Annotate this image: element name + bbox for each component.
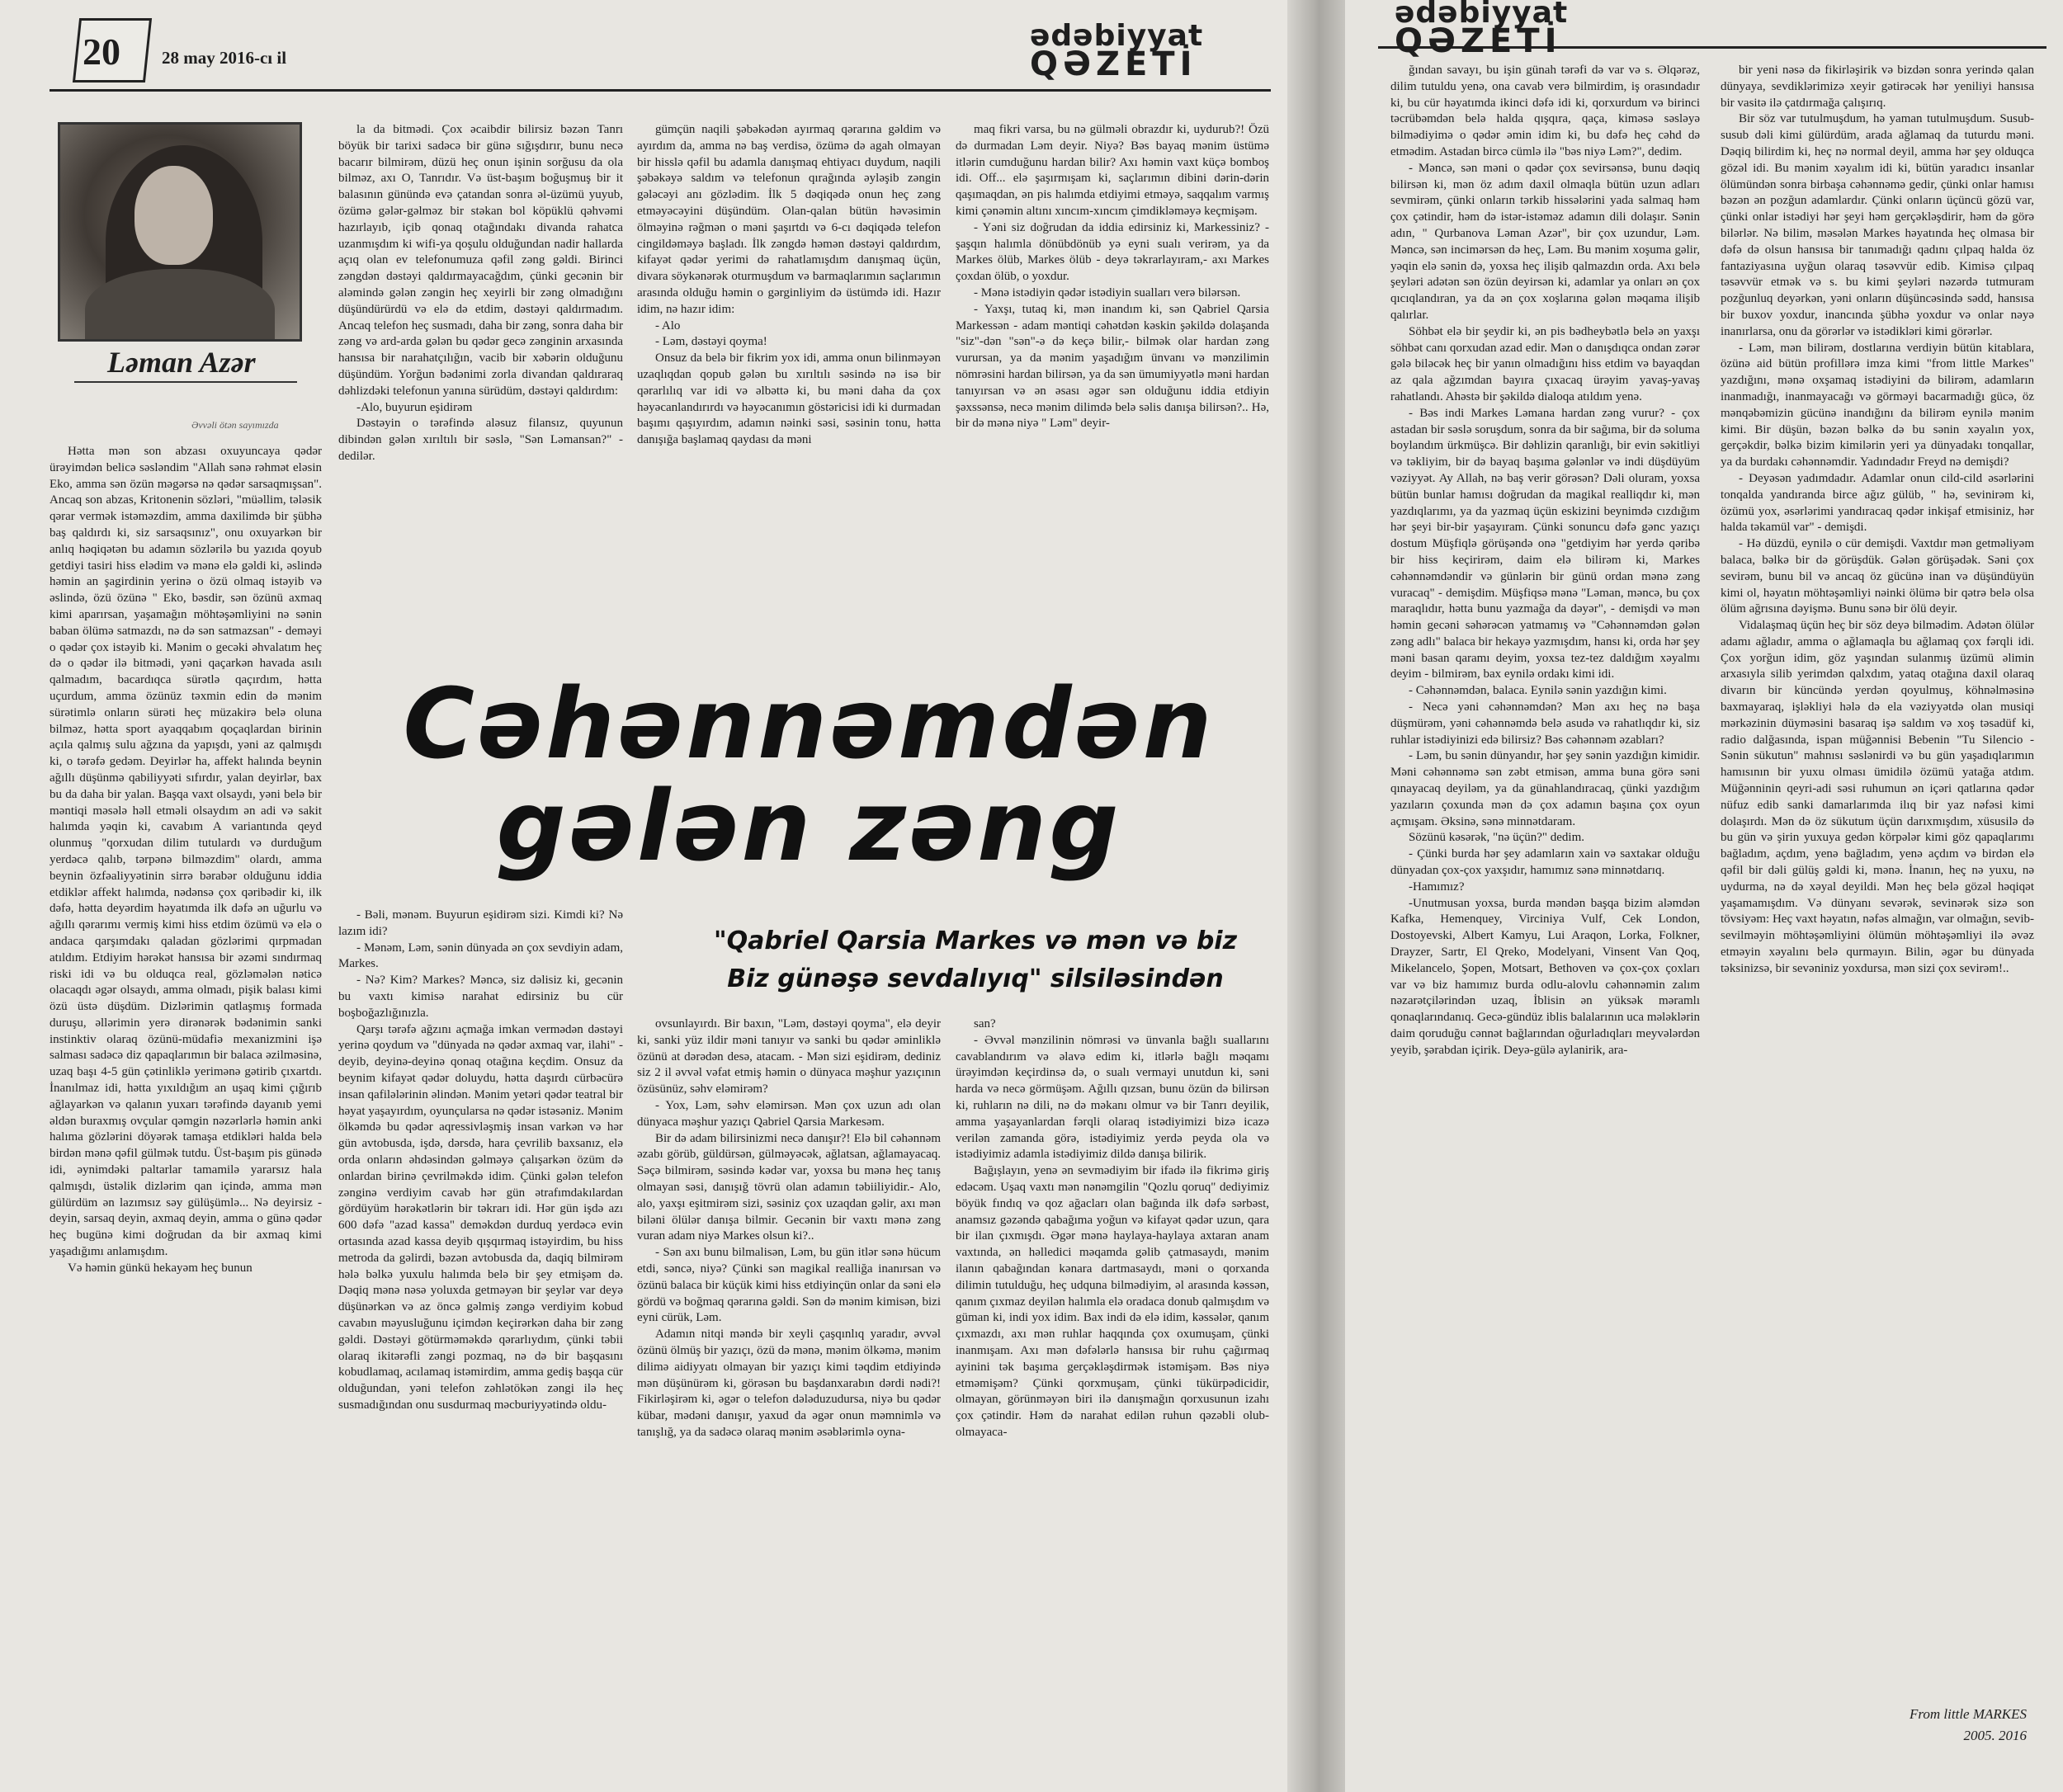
paragraph: Sözünü kəsərək, "nə üçün?" dedim. <box>1409 831 1585 845</box>
paragraph: - Bəli, mənəm. Buyurun eşidirəm sizi. Kimdi ki? Nə lazım idi? <box>338 908 623 938</box>
header-rule <box>50 89 1271 92</box>
paragraph: gümçün naqili şəbəkədən ayırmaq qərarına gəldim və ayırdım da, amma nə baş verdisə, özümə də agah olmayan bir hisslə qəfil bu adamla danışmaq ehtiyacı duydum, naqili şəbəkəyə saldım və telefonun qırağında əyləşib zəngin gələcəyi anı gözlədim. İlk 5 dəqiqədə onun heç zəng etməyəcəyini düşündüm. Olan-qalan bütün həvəsimin ölməyinə rəğmən o məni şaşırtdı və 6-cı dəqiqədə telefon cingildəməyə başladı. İlk zəngdə həmən dəstəyi qaldırdım, kifayət qədər yerimi də rahatlamışdım danışmaq üçün, divara söykənərək oturmuşdum və barmaqlarımın saçlarımın arasında olduğu həmin o gərginliyim də üstümdə idi. Hazır idim, nə hazır idim: <box>637 123 941 316</box>
paragraph: Bir də adam bilirsinizmi necə danışır?! Elə bil cəhənnəm əzabı görüb, güldürsən, gülməyəcək, ağlatsan, ağlamayacaq. Səçə bilmirəm, səsində kədər var, yoxsa bu mənə heç tanış olmayan səsi, danışığ tövrü olan adamın təbiiliyidir.- Alo, alo, yaxşı eşitmirəm sizi, səsiniz çox uzaqdan gəlir, axı mən biləni ölülər danışa bilmir. Gecənin bir vaxtı mənə zəng vuran adam niyə Markes olsun ki?.. <box>637 1131 941 1243</box>
paragraph: Onsuz da belə bir fikrim yox idi, amma onun bilinməyən uzaqlıqdan qopub gələn bu xırıltılı səsində nə isə bir qərarlılıq var idi və əlbəttə ki, bu məni daha da çox həyəcanlandırırdı və həyəcanımın göstəricisi idi ki durmadan başımı qaşıyırdım, adamın nəinki səsi, səsinin tonu, hətta danışığa başlamaq qaydası da məni <box>637 351 941 447</box>
paragraph: Vidalaşmaq üçün heç bir söz deyə bilmədim. Adətən ölülər adamı ağladır, amma o ağlamaqla bu ağlamaq çox fərqli idi. Çox yorğun idim, göz yaşından sulanmış üzümü əlimin arxasıyla silib yerimdən qalxdım, yataq otağına daxil olaraq divarın bir küncündə yerdən qoyulmuş, köhnəlməsinə baxmayaraq, işləkliyi hələ də ela vəziyyətdə olan musiqi mərkəzinin düyməsini basaraq işə saldım və xoş təsadüf ki, radio dalğasında, ispan müğənnisi Bebenin "Tu Silencio - Sənin sükutun" mahnısı səslənirdi və bu gün yaşadıqlarımın hamısının bir yuxu olması ümidilə özümü yatağa atdım. Müğənninin qeyri-adi səsi ruhumun ən içəri qatlarına qədər nüfuz edib sanki damarlarımda ilıq bir yaz nəfəsi kimi dolaşırdı. Mən də öz sükutum üçün darıxmışdım, xüsusilə də bu gün və şirin yuxuya gedən körpələr kimi göz qapaqlarımı bağladım, açdım, yenə bağladım, yenə açdım və birdən elə qəfil bir dəli gülüş gəldi ki, mənə. İnanın, heç nə yuxu, nə uydurma, nə də xəyal deyildi. Mən heç belə gözəl həqiqət yaşamamışdım. Və dünyanı sevərək, sevinərək sizə son tövsiyəm: Heç vaxt həyatın, nəfəs almağın, var olmağın, sevib-sevilməyin möhtəşəmliyini ölümün möhtəşəmliyi ilə əvəz etməyin xəyalını belə qurmayın. Bilin, əgər bu dünyada təksinizsə, bir sevəniniz yoxdursa, mən sizi çox sevirəm!.. <box>1721 619 2034 975</box>
article-column-4-bottom <box>956 1016 1269 1784</box>
signature-line1: From little MARKES <box>1910 1706 2027 1722</box>
paragraph: -Alo, buyurun eşidirəm <box>356 400 473 414</box>
article-column-2-bottom <box>338 908 623 1784</box>
article-column-3-top <box>637 122 941 667</box>
paragraph: san? <box>974 1017 996 1030</box>
page-number: 20 <box>83 31 120 73</box>
headline-line2: gələn zəng <box>496 769 1121 883</box>
author-name: Ləman Azər <box>107 346 256 379</box>
paragraph: - Hə düzdü, eynilə o cür demişdi. Vaxtdır mən getməliyəm balaca, bəlkə bir də görüşdük. Gələn görüşədək. Səni çox sevirəm, bunu bil və ancaq öz gücünə inan və düşündüyün kimi ol, həyatın möhtəşəmliyi nəinki ölümə bir qətrə belə olsa ölüm ağrısına dəyişmə. Bunu sənə bir ölü deyir. <box>1721 537 2034 616</box>
masthead-right-line2: QƏZETİ <box>1395 22 1562 60</box>
paragraph: - Yox, Ləm, səhv eləmirsən. Mən çox uzun adı olan dünyaca məşhur yazıçı Qabriel Qarsia Markesəm. <box>637 1098 941 1129</box>
paragraph: ovsunlayırdı. Bir baxın, "Ləm, dəstəyi qoyma", elə deyir ki, sanki yüz ildir məni tanıyır və sanki bu qədər əminliklə özünü at dərədən desə, atacam. - Mən sizi eşidirəm, dediniz siz 2 il əvvəl vəfat etmiş həmin o dünyaca məşhur yazıçının özüsünüz, səhv eləmirəm? <box>637 1017 941 1096</box>
paragraph: bir yeni nəsə də fikirləşirik və bizdən sonra yerində qalan dünyaya, sevdiklərimizə xeyir gətirəcək hər yeniliyi hansısa bir vasitə ilə çatdırmağa çalışırıq. <box>1721 64 2034 110</box>
paragraph: - Yəni siz doğrudan da iddia edirsiniz ki, Markessiniz? - şaşqın halımla dönübdönüb yə eyni sualı verirəm, ya da Markes ölüb, Markes ölüb - deyə təkrarlayıram,- axı Markes çoxdan ölüb, o yoxdur. <box>956 220 1269 284</box>
issue-date: 28 may 2016-cı il <box>162 48 287 68</box>
paragraph: - Necə yəni cəhənnəmdən? Mən axı heç nə başa düşmürəm, yəni cəhənnəmdə belə asudə və rahatlıqdır ki, siz ruhlar istədiyinizi edə bilirsiz? Bəs cəhənnəm əzabları? <box>1390 700 1700 747</box>
article-column-1 <box>50 444 322 1784</box>
article-column-2-top <box>338 122 623 667</box>
subtitle-line1: "Qabriel Qarsia Markes və mən və biz <box>713 927 1238 955</box>
paragraph: Adamın nitqi məndə bir xeyli çaşqınlıq yaradır, əvvəl özünü ölmüş bir yazıçı, özü də mənə, mənim ölkəmə, mənim dilimə aidiyyatı olmayan bir yazıçı kimi təqdim etdiyində mən düşünürəm ki, görəsən bu başdanxarabın dərdi nədi?! Fikirləşirəm ki, əgər o telefon dələduzudursa, niyə bu qədər kübar, mədəni danışır, yaxud da əgər onun məmnimlə və tanışlığ, ya da sadəcə olaraq mənim əsəblərimlə oyna- <box>637 1327 941 1439</box>
paragraph: la da bitmədi. Çox əcaibdir bilirsiz bəzən Tanrı böyük bir tarixi sadəcə bir günə sığışdırır, bunu necə bacarır bilmirəm, düzü heç onun işinin sorğusu da ola bilməz, axı O, Tanrıdır. Və üst-başım boğuşmuş bir it balasının günündə evə çatandan sonra əl-üzümü yuyub, özümə gələr-gəlməz bir stəkan bol köpüklü qəhvəmi hazırlayıb, içib qonaq otağındakı divanda rahatca uzanmışdım ki wifi-ya qoşulu olduğundan nadir hallarda açıq olan ev telefonumuza qəfil zəng gəldi. Birinci zəngdən dəstəyi qaldırmayacağdım, çünki gecənin bir aləmində gələn zəngin heç xeyirli bir zəng olmadığını düşündürürdü və elə də etdim, dəstəyi qaldırmadım. Ancaq telefon heç susmadı, daha bir zəng, sonra daha bir zəng və ard-arda gələn bu qədər gecə zənginin arxasında hansısa bir narahatçılığın, vacib bir xəbərin olduğunu düşündüm. Yorğun bədənimi zorla divandan qaldıraraq dəhlizdəki telefonun yanına sürüdüm, dəstəyi qaldırdım: <box>338 123 623 398</box>
paragraph: Dəstəyin o tərəfində aləsuz filansız, quyunun dibindən gələn xırıltılı bir səslə, "Sən Ləmansan?" - dedilər. <box>338 417 623 463</box>
paragraph: - Ləm, mən bilirəm, dostlarına verdiyin bütün kitablara, özünə aid bütün profillərə imza kimi "from little Markes" yazdığını, mənə oxşamaq istədiyini də bilirəm, adamların inanmadığı, inanmayacağı və görməyi bacarmadığı gücə, öz mənqəbəmizin gücünə inandığını da bilirəm eynilə mənim kimi. Bir düşün, bəzən bəlkə də bu sənin xəyalın yox, gerçəkdir, bəlkə bizim kimilərin yeri ya dünyadakı tonqallar, ya da burdakı cəhənnəmdir. Yadındadır Freyd nə demişdi? <box>1721 341 2034 469</box>
paragraph: - Nə? Kim? Markes? Məncə, siz dəlisiz ki, gecənin bu vaxtı kimisə narahat edirsiniz bu cür boşboğazlığınızla. <box>338 974 623 1020</box>
paragraph: -Hamımız? <box>1409 879 1465 894</box>
author-photo <box>58 122 302 342</box>
photo-caption: Əvvəli ötən sayımızda <box>191 419 279 431</box>
paragraph: - Ləm, dəstəyi qoyma! <box>655 335 767 349</box>
paragraph: -Unutmusan yoxsa, burda məndən başqa bizim aləmdən Kafka, Hemenquey, Virciniya Vulf, Cek London, Dostoyevski, Albert Kamyu, Lui Araqon, Lorka, Folkner, Drayzer, Sartr, El Qreko, Modelyani, Vinsent Van Qoq, Mikelancelo, Şopen, Motsart, Bethoven və çox-çox çoxları var və biz hamımız burda odlu-alovlu cəhənnəmin zalım nəzarətçilərindən uzaq, İblisin ən yüksək məramlı qonaqlarındanıq. Gecə-gündüz iblis balalarının uca mələklərin daim qoruduğu cənnət bağlarından oğurladıqları meyvələrdən yeyib, şərabdan içirik. Deyə-gülə aylanirik, ara- <box>1390 896 1700 1057</box>
paragraph: - Bəs indi Markes Ləmana hardan zəng vurur? - çox astadan bir səslə soruşdum, sonra da bir sağıma, bir də soluma boylandım ürkmüşcə. Bir dəhlizin qaranlığı, bir evin səkitliyi və təkliyim, bir də bayaq başıma gələnlər və indi düşdüyüm vəziyyət. Ay Allah, nə baş verir görəsən? Dəli oluram, yoxsa bütün bunlar hamısı doğrudan da magikal realliqdır ki, mən yazdıqlarımı, ya da yazmaq üçün eskizini beynimdə cızdığım hər şeyi bir-bir yaşayıram. Çünki sonuncu dəfə gənc yazıçı dostum Müşfiqlə görüşəndə onə "getdiyim hər yerdə qəribə bir hiss keçirirəm, daim elə bilirəm ki, Markes cəhənnəmdəndir və günlərin bir günü ordan mənə zəng vuracaq" - demişdim. Müşfiqsə mənə "Ləman, məncə, bu çox maraqlıdır, hətta bunu yazmağa da dəyər", - demişdi və mən həmin gecəni səhərəcən yatmamış və "Cəhənnəmdən gələn zəng adlı" balaca bir hekayə yazmışdım, hansı ki, orda hər şey məni basan qaramı deyim, yoxsa tez-tez daldığım xəyalmı deyim - bilmirəm, bax eynilə ordakı kimi idi. <box>1390 406 1700 681</box>
article-column-4-top <box>956 122 1269 667</box>
paragraph: maq fikri varsa, bu nə gülməli obrazdır ki, uydurub?! Özü də durmadan Ləm deyir. Niyə? Bəs bayaq mənim üstümə itlərin cumduğunu hardan bilir? Axı həmin vaxt küçə bomboş idi. Off... elə şaşırmışam ki, saçlarımın dibini dərin-dərin qaşımaqdan, ən pis halımda etdiyimi etməyə, saqqalım varmış kimi çənəmin altını xıncım-xıncım çimdikləməyə keçmişəm. <box>956 123 1269 218</box>
right-article-column-1 <box>1390 63 1700 1787</box>
masthead-line2: QƏZETİ <box>1030 45 1197 83</box>
paragraph: - Mənəm, Ləm, sənin dünyada ən çox sevdiyin adam, Markes. <box>338 941 623 971</box>
paragraph: - Cəhənnəmdən, balaca. Eynilə sənin yazdığın kimi. <box>1409 684 1667 698</box>
headline-line1: Cəhənnəmdən <box>403 667 1215 780</box>
paragraph: ğından savayı, bu işin günah tərəfi də var və s. Əlqərəz, dilim tutuldu yenə, ona cavab verə bilmirdim, iş orasındadır ki, bu cür həyatımda ikinci dəfə idi ki, qorxurdum və birinci təcrübəmdən belə halda qışqıra, qaça, kiməsə səsləyə bilmədiyimə o qədər əmin idim ki, bu dəfə heç cəhd də etmədim. Astadan bircə cümlə ilə "bəs niyə Ləm?", dedim. <box>1390 64 1700 158</box>
paragraph: - Alo <box>655 318 681 332</box>
paragraph: Və həmin günkü hekayəm heç bunun <box>68 1261 253 1275</box>
signature-line2: 2005. 2016 <box>1963 1728 2027 1743</box>
page-gutter <box>1287 0 1345 1792</box>
paragraph: - Ləm, bu sənin dünyandır, hər şey sənin yazdığın kimidir. Məni cəhənnəmə sən zəbt etmisən, amma buna görə səni qınayacaq deyiləm, ya da günahlandıracaq, çünki yazdığım yazıların çoxunda mən də çox adamın başına çox oyun açmışam. Əksinə, sənə minnətdaram. <box>1390 749 1700 828</box>
masthead-right-line1: ədəbiyyat <box>1395 0 1569 30</box>
paragraph: - Mənə istədiyin qədər istədiyin sualları verə bilərsən. <box>974 285 1241 299</box>
paragraph: - Əvvəl mənzilinin nömrəsi və ünvanla bağlı suallarını cavablandırım və əlavə edim ki, itlərlə bağlı məqamı ürəyimdən keçirdinsə də, o sualı vermayi unutdun ki, səni harda və necə görmüşəm. Ağıllı qızsan, bunu özün də bilirsən ki, ruhların nə dili, nə də məkanı olmur və bir Tanrı deyilik, amma yaşayanlardan fərqli olaraq istədiyimizi bizə icazə verilən zamanda görə, istədiyimiz yerdə peyda ola və istədiyimiz adamla istədiyimiz dildə danışa bilirik. <box>956 1033 1269 1162</box>
right-page <box>1345 0 2063 1792</box>
paragraph: Qarşı tərəfə ağzını açmağa imkan vermədən dəstəyi yerinə qoydum və "dünyada nə qədər axmaq var, ilahi" - deyib, deyinə-deyinə qonaq otağına keçdim. Onsuz da beynim kifayət qədər doluydu, hətta daşırdı cürbəcürə insan qafilələrinin əlindən. Mənim yetəri qədər teatral bir həyat yaşayırdım, oyunçularsa nə qədər istəsəniz. Mənim ölkəmdə bu qədər aqressivləşmiş insan varkən və hər gün avtobusda, işdə, dərsdə, hara çevrilib baxsanız, elə orda onların əhdəsindən gəlməyə çalışarkən özüm də onlardan birinə çevrilməkdə idim. Çünki gələn telefon zənginə verdiyim cavab hər gün ətrafımdakılardan gördüyüm hərəkətlərin bir təkrarı idi. Hər gün işdə azı 600 dəfə "azad kassa" deməkdən durduq yerdəcə evin ortasında azad kassa deyib qışqırmaq istəyirdim, bu hiss metroda da gəlirdi, bəzən avtobusda da, daqiq bilmirəm hələ bəlkə yuxulu halımda belə bir şey etmişəm də. Dəqiq mənə nəsə yoluxda getməyən bir şeylər var deyə düşünərkən və az öncə gəlmiş zəngə verdiyim kobud cavabın məyusluğunu içimdən keçirərkən daha bir zəng gəldi. Dəstəyi götürməməkdə qərarlıydım, çünki təbii olaraq ikitərəfli zəngi pozmaq, nə də bir başqasını kobudlamaq, acılamaq istəmirdim, amma gediş başqa cür olduğundan, yəni telefon zəhlətökən zəngi ilə heç susmadığından onu susdurmaq məcburiyyətində oldu- <box>338 1022 623 1412</box>
paragraph: Hətta mən son abzası oxuyuncaya qədər ürəyimdən belicə səsləndim "Allah sənə rəhmət eləsin Eko, amma sən özün məgərsə nə qədər sarsaqmışsan". Ancaq son abzas, Kritonenin sözləri, "müəllim, tələsik qərar vermək istəməzdim, amma daxilimdə bir şübhə baş qaldırdı ki, siz sarsaqsınız", onu oxuyarkən bir anlıq həqiqətən bu adamın sözlərilə bu yazıda qoyub getdiyi tasiri hiss elədim və mənə elə gəldi ki, əslində həmin an şagirdinin yerinə o özü olmaq istəyib və əslində, özü özünə " Eko, bəsdir, sən özünü axmaq kimi aparırsan, yaşamağın möhtəşəmliyini nə sənin baban ölümə satmazdı, nə də sən satmazsan" - deməyi o qədər çox istəyib ki. Mənim o gecəki əhvalatım heç də o qədər ilə bitmədi, yəni qaçarkən havada asılı qalmadım, bacardıqca sürətlə qaçırdım, hətta uçurdum, amma özünüz təxmin edin də mənim sürətimlə onların sürəti heç müzakirə belə oluna bilməz, hətta sport ayaqqabım qoçaqlardan birinin açıla qalmış sulu ağzına da yapışdı, yəni az qalmışdı ki, o tərəfə gedəm. Deyirlər ha, affekt halında beynin ağıllı düşünmə qabiliyyəti sıfırdır, yalan deyirlər, bax bu da daha bir yalan. Başqa vaxt olsaydı, yəni belə bir məntiqi məsələ həll etməli olsaydım ən adi və sakit halımda yəqin ki, cavabım A variantında qeyd olunmuş "qorxudan dilim tutulardı və durduğum yerdəcə qalıb, tərpənə bilməzdim" olardı, amma beynin özfəaliyyətinin sirrə bərabər olduğunu iddia etdiklər affekt halımda, nədənsə çox qəribədir ki, ilk dəfə, hətta deyərdim həyatımda ilk dəfə ən uğurlu və ağıllı qərarımı vermiş kimi hiss etdim özümü və elə o andaca qarşımdakı qaladan gözlərimi qırpmadan atıldım. Etdiyim hərəkət hansısa bir əzəmi sındırmaq riski idi və bu olduqca real, gözləmələn nəticə olacaqdı əgər olsaydı, amma olmadı, pişik balası kimi özü üstə düşdüm. Dizlərimin qatlaşmış formada duruşu, əllərimin yerə dirənərək bədənimin sanki instinktiv olaraq özünü-müdafiə mexanizmini işə salması sadəcə diz qapaqlarımın bir balaca əzilməsinə, uzaq başı 4-5 gün çətinliklə yerimənə gətirib çıxartdı. İnanılmaz idi, hətta yıxıldığım an uşaq kimi çığırıb ağlayarkən və qalanın yuxarı tərəfində dayanıb yemi əldən buraxmış ovçular qəmgin nəzərlərlə həmin anki halıma gözlərini döyərək tamaşa etdikləri halda belə birdən mənə qəfil gülmək tutdu. Üst-başım pis günədə idi, əynimdəki paltarlar tamamilə yararsız hala qalmışdı, üstəlik dizlərim qan içində, amma mən gülürdüm ən lazımsız səy gülüşümlə... Nə deyirsiz - deyin, sarsaq deyin, axmaq deyin, amma o günə qədər heç bugünə kimi doğrudan da bir axmaq kimi yaşadığımı anlamışdım. <box>50 445 322 1259</box>
right-article-column-2 <box>1721 63 2034 1696</box>
paragraph: - Sən axı bunu bilmalisən, Ləm, bu gün itlər sənə hücum etdi, səncə, niyə? Çünki sən magikal realliğa inanırsan və özünü balaca bir küçük kimi hiss etdiyinçün onlar da səni elə gördü və boğmaq qərarına gəldi. Sən də mənim kimisən, bizi eyni cürük, Ləm. <box>637 1246 941 1325</box>
paragraph: - Məncə, sən məni o qədər çox sevirsənsə, bunu dəqiq bilirsən ki, mən öz adım daxil olmaqla bütün uzun adları sevmirəm, çünki onların tərkib hissələrini yada salmaq həm çox çətindir, həm də istər-istəməz adamın dili dolaşır. Sənin adın, " Qurbanova Ləman Azər", bir çox uzundur, Ləm. Məncə, sən incimərsən də heç, Ləm. Bu mənim xoşuma gəlir, yəqin elə sənin də, yoxsa heç ilişib qalmazdın orda. Axı belə şeyləri adətən sən özün deyirsən ki, adamlar ya onları ən çox qıcıqlandıran, ya da ən çox xoşlarına gələn məqama ilişib qalırlar. <box>1390 161 1700 322</box>
subtitle-line2: Biz günəşə sevdalıyıq" silsiləsindən <box>727 964 1224 993</box>
masthead-line1: ədəbiyyat <box>1030 19 1204 53</box>
paragraph: - Çünki burda hər şey adamların xain və saxtakar olduğu dünyadan çox-çox yaxşıdır, hamımız sənə minnətdarıq. <box>1390 847 1700 878</box>
newspaper-masthead-right <box>1395 0 1568 58</box>
article-subtitle <box>654 922 1297 998</box>
paragraph: Bağışlayın, yenə ən sevmədiyim bir ifadə ilə fikrimə giriş edəcəm. Uşaq vaxtı mən nənəmgilin "Qozlu qoruq" dediyimiz böyük fındıq və qoz ağacları olan bağında ilk dəfə sərbəst, anamsız gəzəndə qabağıma yoğun və kifayət qədər uzun, qara bir ilan çıxmışdı. Əgər mənə haylaya-haylaya axtaran anam vaxtında, ən həlledici məqamda gəlib çatmasaydı, mənim ilanın qabağından kənara dartmasaydı, məni o qorxanda dilimin tutulduğu, heç udquna bilmədiyim, əl arasında kəssən, qanım çıxmaz deyilən halımla elə oradaca donub qalmışdım və güman ki, indi yox idim. Bax indi də elə idim, kəssələr, qanım çıxmazdı, axı mən ruhlar haqqında çox oxumuşam, çünki inanmışam. Axı mən dəfələrlə hansısa bir ruhu çağırmaq ayinini tək başıma gerçəkləşdirmək istəmişəm. Bəs niyə etməmişəm? Çünki qorxmuşam, çünki tükürpədicidir, olmayan, görünməyən biri ilə danışmağın qorxusunun izahı çox çətindir. Həm də narahat edilən ruhun qəzəbli olub-olmayaca- <box>956 1164 1269 1439</box>
newspaper-masthead <box>1030 21 1203 81</box>
paragraph: Söhbət elə bir şeydir ki, ən pis bədheybətlə belə ən yaxşı söhbət canı qorxudan azad edir. Mən o danışdıqca ondan zərər gələ biləcək heç bir yanın olmadığını hiss etdim və bayaqdan az qala ağzımdan bayıra çıxacaq ürəyim yavaş-yavaş rahatlandı. Ahəstə bir şəkildə dialoqa atıldım yenə. <box>1390 324 1700 403</box>
paragraph: Bir söz var tutulmuşdum, hə yaman tutulmuşdum. Susub-susub dəli kimi gülürdüm, arada ağlamaq da tuturdu məni. Dəqiq bilirdim ki, heç nə normal deyil, amma hər şey olduqca gözəl idi. Bu mənim xəyalım idi ki, bütün yaradıcı insanlar ölümündən sonra birbaşa cəhənnəmə gedir, çünki onlar hamısı bəzən ən pozğun adamlardır. Çünki onların üçüncü gözü var, çünki onlar istədiyi hər şeyi həm gerçəkləşdirir, həm də görə bilərlər. Nə bilim, məsələn Markes həyatında heç olmasa bir dəfə də olsun hansısa bir tanımadığı qadını çılpaq halda öz fantaziyasına uyğun olaraq təsəvvür edib. Kimisə çılpaq təsəvvür etmək və s. bu kimi şeyləri nəzərdə tutmuram pozğunluq deyərkən, yəni onların düşüncəsində sədd, hansısa bir buxov yoxdur, inancında şübhə yoxdur və onlar nəyə inanırlarsa, onu da görərlər və istədikləri kimi görərlər. <box>1721 112 2034 338</box>
author-underline <box>74 381 297 383</box>
article-column-3-bottom <box>637 1016 941 1784</box>
paragraph: - Yaxşı, tutaq ki, mən inandım ki, sən Qabriel Qarsia Markessən - adam məntiqi cəhətdən kəskin şəkildə dolaşanda "siz"-dən "sən"-ə də keçə bilir,- bilmək olar hardan zəng vurursan, ya da mənim yaşadığım ünvanı və mənzilimin nömrəsini hardan bilirsən, ya da sən ümumiyyətlə məni hardan tanıyırsan və ən əsası əgər sən olduğunu iddia etdiyin şəxssənsə, necə mənim dilimdə belə səlis danışa bilirsən?.. Hə, bir də mənə niyə " Ləm" deyir- <box>956 302 1269 431</box>
article-headline <box>347 667 1271 883</box>
paragraph: - Deyəsən yadımdadır. Adamlar onun cild-cild əsərlərini tonqalda yandıranda birce ağız gülüb, " hə, sevinirəm ki, özümü yox, əsərlərimi yandıracaq qədər inkişaf etmisiniz, hər halda təkamül var" - demişdi. <box>1721 471 2034 535</box>
